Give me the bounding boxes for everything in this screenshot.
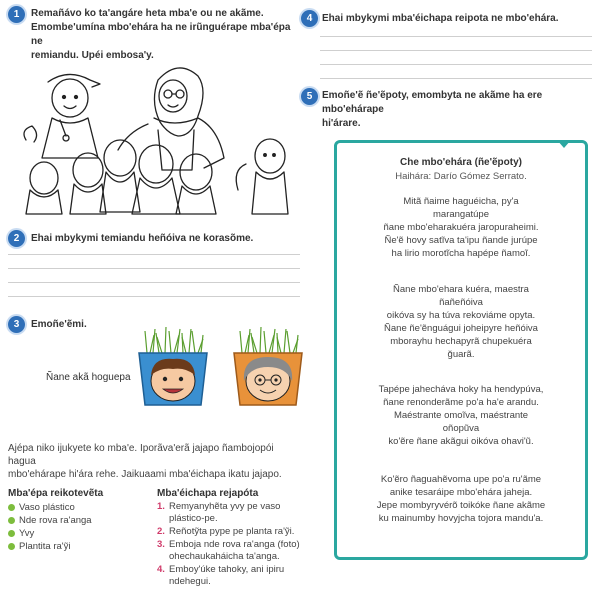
poem-author: Haihára: Darío Gómez Serrato.: [395, 171, 527, 182]
step-line: Emboja nde rova ra'anga (foto): [169, 539, 300, 550]
activity-number-badge: 4: [301, 10, 318, 27]
step-line: Remyanyhẽta yvy pe vaso: [169, 501, 281, 512]
poem-stanza: [337, 473, 585, 525]
list-item: [157, 564, 307, 588]
bullet-icon: [8, 504, 15, 511]
bullet-icon: [8, 517, 15, 524]
writing-line[interactable]: [8, 268, 300, 269]
instruction-line: Remañávo ko ta'angáre heta mba'e ou ne akãme.: [31, 8, 264, 19]
instruction-line: Emoñe'ẽ ñe'ẽpoty, emombyta ne akãme ha ere mbo'ehárape: [322, 90, 543, 115]
bullet-icon: [8, 530, 15, 537]
step-text: [169, 501, 280, 525]
steps-title: Mba'éichapa rejapóta: [157, 488, 259, 499]
list-item: [8, 527, 92, 540]
poem-line: marangatúpe: [433, 209, 489, 220]
list-item: [157, 526, 307, 538]
poem-line: ko'ẽre ñane akãgui oikóva ohavi'ũ.: [388, 436, 534, 447]
poem-line: oikóva sy ha túva rekoviáme opyta.: [386, 310, 536, 321]
step-line: Emboy'úke tahoky, ani ipiru: [169, 564, 285, 575]
list-item: [157, 501, 307, 525]
instruction-line: hi'árare.: [322, 118, 361, 129]
step-number: 2.: [157, 526, 165, 537]
writing-line[interactable]: [8, 296, 300, 297]
list-item: [8, 540, 92, 553]
poem-line: ñane mbo'eharakuéra jaropuraheimi.: [383, 222, 539, 233]
poem-line: Jepe mombyryvérõ toikóke ñane akãme: [376, 500, 546, 511]
paragraph-line: mbo'ehárape hi'ára rehe. Jaikuaami mba'éichapa ikatu jajapo.: [8, 469, 282, 480]
step-line: ndehegui.: [169, 576, 211, 587]
poem-line: anike tesaráipe mbo'ehára jaheja.: [389, 487, 533, 498]
step-text: Reñotỹta pype pe planta ra'ỹi.: [169, 526, 295, 537]
poem-line: Ñane mbo'ehara kuéra, maestra: [393, 284, 529, 295]
materials-title: Mba'épa reikotevẽta: [8, 488, 104, 499]
step-number: 3.: [157, 539, 165, 550]
step-number: 4.: [157, 564, 165, 575]
writing-line[interactable]: [320, 36, 592, 37]
poem-line: Ko'ẽro ñaguahẽvoma upe po'a ru'ãme: [380, 474, 542, 485]
teacher-children-illustration: [8, 60, 300, 220]
materials-list: [8, 501, 92, 553]
activity3-paragraph: [8, 442, 298, 481]
poem-stanza: [337, 283, 585, 361]
poem-line: ku mainumby hovyjcha tojora mandu'a.: [378, 513, 544, 524]
list-item: [157, 539, 307, 563]
steps-list: [157, 501, 307, 589]
writing-line[interactable]: [320, 78, 592, 79]
poem-line: ha lirio morotĩcha hapépe ñamoĩ.: [391, 248, 531, 259]
step-number: 1.: [157, 501, 165, 512]
instruction-line: Emombe'umína mbo'ehára ha ne irũnguérape mba'épa ne: [31, 22, 291, 47]
list-item: [8, 501, 92, 514]
writing-line[interactable]: [8, 254, 300, 255]
poem-line: oñopũva: [442, 423, 480, 434]
writing-line[interactable]: [320, 64, 592, 65]
poem-card: [334, 140, 588, 560]
poem-stanza: [337, 383, 585, 448]
poem-stanza: [337, 195, 585, 260]
writing-line[interactable]: [8, 282, 300, 283]
instruction-line: remiandu. Upéi embosa'y.: [31, 50, 154, 61]
activity-number-badge: 5: [301, 88, 318, 105]
activity5-instruction: [322, 89, 592, 131]
activity-number-badge: 2: [8, 230, 25, 247]
activity4-instruction: Ehai mbykymi mba'éichapa reipota ne mbo'ehára.: [322, 13, 559, 24]
paragraph-line: Ajépa niko ijukyete ko mba'e. Iporãva'erã jajapo ñambojopói hagua: [8, 443, 274, 467]
activity1-instruction: [31, 7, 301, 63]
bullet-icon: [8, 543, 15, 550]
poem-line: Mitã ñaime haguéicha, py'a: [403, 196, 519, 207]
activity-number-badge: 1: [8, 6, 25, 23]
poem-line: Maéstrante omoĩva, maéstrante: [393, 410, 529, 421]
material-label: Vaso plástico: [19, 502, 75, 513]
material-label: Yvy: [19, 528, 35, 539]
material-label: Plantita ra'ỹi: [19, 541, 71, 552]
step-line: plástico-pe.: [169, 513, 218, 524]
list-item: [8, 514, 92, 527]
activity3-instruction: Emoñe'ẽmi.: [31, 319, 87, 330]
poem-line: Ñane ñe'ẽnguágui joheipyre heñóiva: [384, 323, 538, 334]
poem-line: ñane renonderãme po'a ha'e arandu.: [383, 397, 539, 408]
step-text: [169, 539, 300, 563]
writing-line[interactable]: [320, 50, 592, 51]
activity2-instruction: Ehai mbykymi temiandu heñóiva ne korasõme.: [31, 233, 254, 244]
step-line: ohechaukaháicha ta'anga.: [169, 551, 280, 562]
poem-line: Ñe'ẽ hovy satĩva ta'ipu ñande jurúpe: [384, 235, 538, 246]
poem-line: Tapépe jahecháva hoky ha hendypúva,: [378, 384, 544, 395]
teacher-face-pot-illustration: [228, 323, 308, 408]
poem-line: mborayhu hechapyrã chupekuéra: [390, 336, 532, 347]
poem-title: Che mbo'ehára (ñe'ẽpoty): [400, 157, 522, 168]
step-text: [169, 564, 284, 588]
pot-label: Ñane akã hoguepa: [46, 372, 131, 383]
material-label: Nde rova ra'anga: [19, 515, 92, 526]
boy-face-pot-illustration: [133, 323, 213, 408]
poem-line: ğuarã.: [447, 349, 475, 360]
poem-line: ñañeñóiva: [439, 297, 483, 308]
activity-number-badge: 3: [8, 316, 25, 333]
